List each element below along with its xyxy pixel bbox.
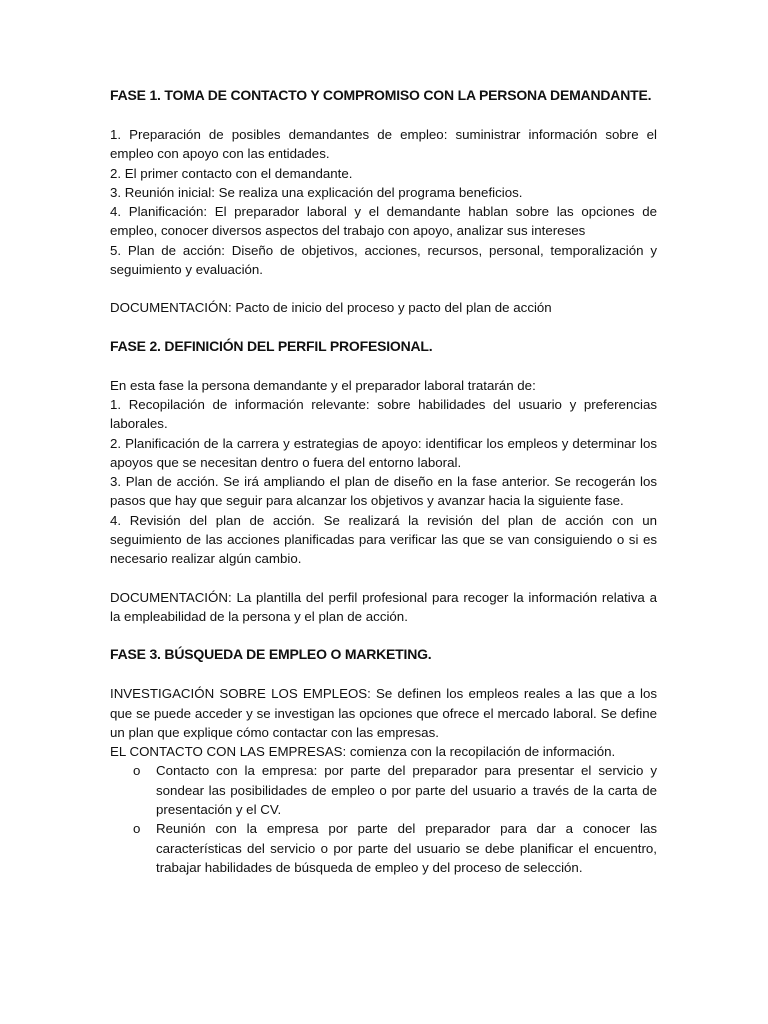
phase3-bullet-list [110, 761, 657, 877]
bullet-marker: o [133, 821, 141, 837]
phase3-research: INVESTIGACIÓN SOBRE LOS EMPLEOS: Se definen los empleos reales a las que a los que se puede acceder y se investigan las opciones que ofrece el mercado laboral. Se define un plan que explique cómo contactar con las empresas. [110, 686, 657, 740]
phase1-item-5: 5. Plan de acción: Diseño de objetivos, acciones, recursos, personal, temporalización y seguimiento y evaluación. [110, 242, 657, 278]
phase2-item-2: 2. Planificación de la carrera y estrategias de apoyo: identificar los empleos y determinar los apoyos que se necesitan dentro o fuera del entorno laboral. [110, 435, 657, 470]
phase1-item-2: 2. El primer contacto con el demandante. [110, 165, 353, 181]
phase2-heading: FASE 2. DEFINICIÓN DEL PERFIL PROFESIONAL. [110, 337, 433, 354]
phase2-item-1: 1. Recopilación de información relevante: sobre habilidades del usuario y preferencias laborales. [110, 396, 657, 432]
phase2-documentation: DOCUMENTACIÓN: La plantilla del perfil profesional para recoger la información relativa a la empleabilidad de la persona y el plan de acción. [110, 589, 657, 624]
phase2-intro: En esta fase la persona demandante y el preparador laboral tratarán de: [110, 377, 536, 393]
document-page [110, 86, 657, 877]
phase1-documentation: DOCUMENTACIÓN: Pacto de inicio del proceso y pacto del plan de acción [110, 300, 552, 316]
phase3-contact: EL CONTACTO CON LAS EMPRESAS: comienza con la recopilación de información. [110, 744, 616, 760]
phase1-item-3: 3. Reunión inicial: Se realiza una explicación del programa beneficios. [110, 184, 523, 200]
phase1-item-4: 4. Planificación: El preparador laboral y el demandante hablan sobre las opciones de empleo, conocer diversos aspectos del trabajo con apoyo, analizar sus intereses [110, 204, 657, 239]
phase2-item-4: 4. Revisión del plan de acción. Se realizará la revisión del plan de acción con un seguimiento de las acciones planificadas para verificar las que se van consiguiendo o si es necesario realizar algún cambio. [110, 512, 657, 567]
phase1-item-1: 1. Preparación de posibles demandantes de empleo: suministrar información sobre el empleo con apoyo con las entidades. [110, 127, 657, 162]
bullet-marker: o [133, 763, 141, 779]
phase2-item-3: 3. Plan de acción. Se irá ampliando el plan de diseño en la fase anterior. Se recogerán los pasos que hay que seguir para alcanzar los objetivos y avanzar hacia la siguiente fase. [110, 474, 657, 509]
phase1-heading: FASE 1. TOMA DE CONTACTO Y COMPROMISO CON LA PERSONA DEMANDANTE. [110, 87, 652, 103]
bullet-text: Contacto con la empresa: por parte del preparador para presentar el servicio y sondear las posibilidades de empleo o por parte del usuario a través de la carta de presentación y el CV. [156, 763, 657, 818]
list-item [110, 761, 657, 819]
phase3-heading: FASE 3. BÚSQUEDA DE EMPLEO O MARKETING. [110, 646, 432, 663]
list-item [110, 819, 657, 877]
bullet-text: Reunión con la empresa por parte del preparador para dar a conocer las características del servicio o por parte del usuario se debe planificar el encuentro, trabajar habilidades de búsqueda de empleo y del proceso de selección. [156, 821, 657, 875]
